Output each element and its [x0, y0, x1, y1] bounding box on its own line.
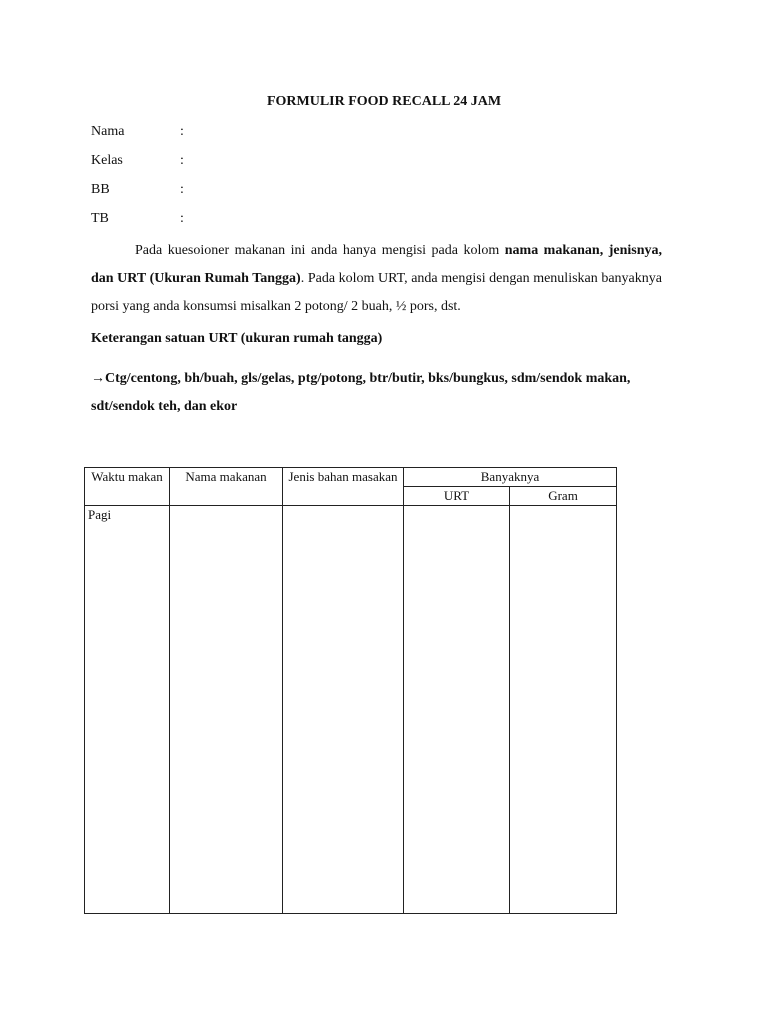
cell-urt[interactable] [404, 506, 510, 914]
field-separator: : [180, 182, 184, 197]
header-jenis-bahan: Jenis bahan masakan [283, 468, 404, 506]
header-banyaknya: Banyaknya [404, 468, 617, 487]
food-recall-table [84, 467, 617, 914]
urt-heading: Keterangan satuan URT (ukuran rumah tangga) [91, 331, 383, 346]
instructions-text: Pada kuesoioner makanan ini anda hanya mengisi pada kolom [135, 243, 505, 258]
field-nama [91, 123, 184, 141]
field-label: Kelas [91, 153, 123, 168]
cell-jenis-bahan[interactable] [283, 506, 404, 914]
header-urt: URT [404, 487, 510, 506]
field-separator: : [180, 211, 184, 226]
page-title: FORMULIR FOOD RECALL 24 JAM [266, 94, 502, 109]
cell-nama-makanan[interactable] [170, 506, 283, 914]
field-kelas [91, 152, 184, 170]
urt-units-list: →Ctg/centong, bh/buah, gls/gelas, ptg/potong, btr/butir, bks/bungkus, sdm/sendok makan, sdt/sendok teh, dan ekor [91, 371, 631, 414]
field-label: BB [91, 182, 110, 197]
cell-waktu[interactable]: Pagi [85, 506, 170, 914]
field-label: Nama [91, 124, 125, 139]
table-row [85, 506, 617, 914]
field-separator: : [180, 124, 184, 139]
field-bb [91, 181, 184, 199]
instructions-paragraph [91, 237, 662, 321]
instructions-bold: nama makanan, jenisnya, dan URT (Ukuran Rumah Tangga) [91, 243, 662, 286]
cell-gram[interactable] [510, 506, 617, 914]
header-gram: Gram [510, 487, 617, 506]
table-header-row [85, 468, 617, 487]
field-separator: : [180, 153, 184, 168]
instructions-text-2: . Pada kolom URT, anda mengisi dengan menuliskan banyaknya porsi yang anda konsumsi misalkan 2 potong/ 2 buah, ½ pors, dst. [91, 271, 662, 314]
header-nama-makanan: Nama makanan [170, 468, 283, 506]
header-waktu-makan: Waktu makan [85, 468, 170, 506]
field-tb [91, 210, 184, 228]
field-label: TB [91, 211, 109, 226]
